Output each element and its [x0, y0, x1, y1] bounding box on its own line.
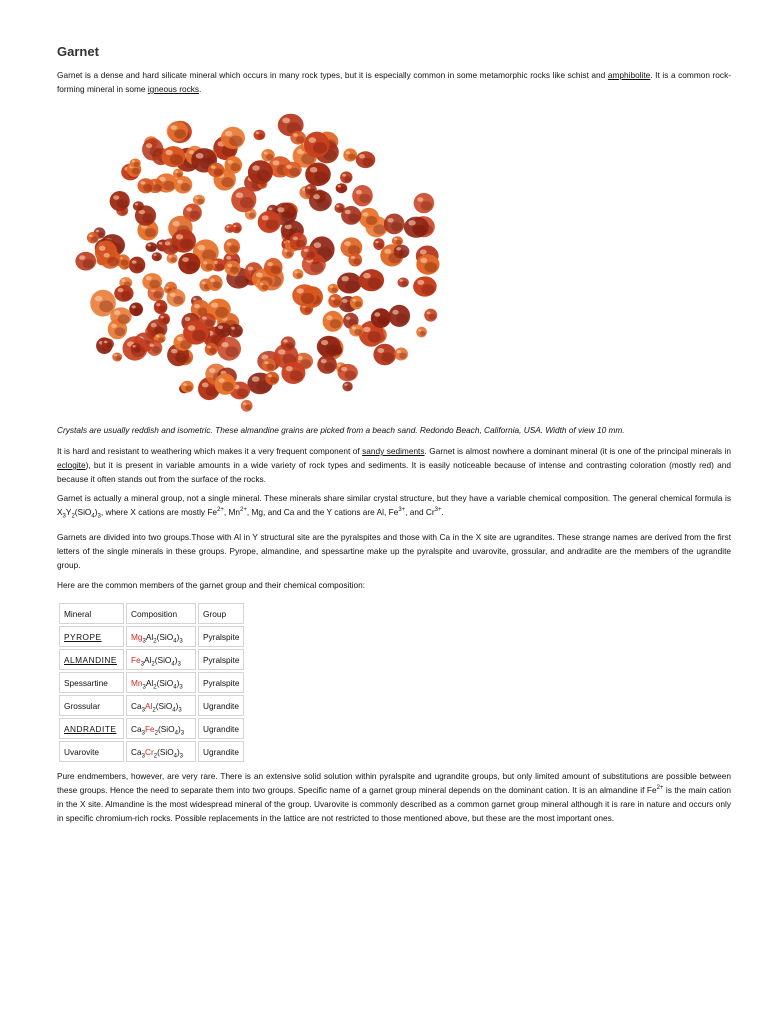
garnet-grain — [342, 382, 352, 392]
igneous-rocks-link[interactable]: igneous rocks — [147, 84, 200, 94]
subscript: 2 — [71, 513, 75, 520]
x-cation: Fe — [131, 654, 141, 665]
garnet-grain — [114, 285, 133, 302]
silicate: ) — [177, 746, 180, 757]
subscript: 4 — [172, 707, 176, 714]
endmembers-paragraph — [57, 769, 731, 825]
garnet-grain — [205, 343, 218, 356]
garnet-grain — [293, 269, 304, 279]
garnet-grain — [138, 178, 155, 193]
garnet-grain — [241, 400, 253, 412]
para-text: Pure endmembers, however, are very rare. There is an extensive solid solution within pyralspite and ugrandite groups, but only limited amount of substitutions are possible between these groups. Hence the need to separate them into two groups. Specific name of a garnet group mineral depends on the dominant cation. It is an almandine if Fe — [57, 771, 731, 795]
garnet-grain — [323, 311, 344, 332]
garnet-grain — [352, 185, 373, 206]
garnet-grain — [110, 191, 130, 211]
garnet-composition-table — [57, 601, 246, 764]
para-text: ) — [94, 507, 98, 517]
group-cell: Pyralspite — [198, 672, 244, 693]
garnet-grain — [281, 336, 296, 350]
garnet-grain — [262, 358, 276, 372]
silicate: (SiO — [155, 700, 173, 711]
garnet-grain — [100, 249, 121, 269]
garnet-grain — [174, 176, 192, 194]
garnet-grain — [304, 132, 330, 158]
superscript: 3+ — [434, 507, 442, 514]
garnet-grain — [112, 353, 122, 362]
garnet-grain — [413, 276, 437, 296]
subscript: 3 — [142, 684, 146, 691]
superscript: 2+ — [240, 507, 247, 514]
subscript: 3 — [177, 661, 181, 668]
subscript: 3 — [97, 513, 101, 520]
garnet-grain — [215, 373, 236, 394]
groups-paragraph: Garnets are divided into two groups.Those with Al in Y structural site are the pyralspites and those with Ca in the X site are ugrandites. These strange names are derived from the first letters of the single minerals in these groups. Pyrope, almandine, and spessartine make up the pyralspite and uvarovite, grossular, and andradite are the members of the ugrandite group. — [57, 532, 731, 570]
garnet-grain — [356, 151, 376, 168]
garnet-grain — [231, 223, 241, 234]
garnet-grain — [173, 169, 183, 179]
garnet-grain — [129, 257, 146, 274]
table-row-uvarovite — [59, 741, 244, 762]
andradite-link[interactable]: ANDRADITE — [64, 723, 117, 734]
garnet-grain — [181, 381, 194, 393]
header-composition: Composition — [126, 603, 196, 624]
subscript: 2 — [153, 753, 158, 760]
garnet-grain — [389, 305, 411, 327]
mineral-cell: Spessartine — [59, 672, 124, 693]
intro-paragraph — [57, 68, 731, 96]
y-cation: Al — [144, 700, 153, 711]
table-row-grossular — [59, 695, 244, 716]
para-text: , Mg, and Ca and the Y cations are Al, Fe — [246, 507, 399, 517]
intro-text: . — [199, 84, 202, 94]
pyrope-link[interactable]: PYROPE — [64, 631, 102, 642]
garnet-grain — [371, 308, 391, 328]
garnet-grain — [161, 146, 185, 167]
garnet-grain — [129, 303, 143, 317]
garnet-grain — [217, 337, 241, 361]
mineral-cell[interactable] — [59, 626, 124, 647]
garnet-grain — [183, 320, 209, 344]
mineral-group-paragraph — [57, 491, 731, 519]
garnet-grain — [305, 163, 331, 187]
garnet-grain — [336, 183, 348, 193]
garnet-grain — [87, 232, 99, 243]
garnet-grain — [349, 324, 363, 336]
silicate: ) — [177, 723, 181, 734]
mineral-cell: Uvarovite — [59, 741, 124, 762]
garnet-grain — [394, 245, 410, 259]
garnet-grain — [167, 253, 178, 263]
garnet-grain — [348, 253, 362, 266]
y-cation: Fe — [144, 723, 155, 734]
garnet-grain — [208, 163, 225, 177]
subscript: 3 — [179, 684, 183, 691]
garnet-grain — [265, 372, 279, 385]
x-cation: Ca — [131, 723, 142, 734]
superscript: 2+ — [217, 507, 224, 514]
garnet-grain — [162, 238, 180, 254]
subscript: 2 — [152, 707, 156, 714]
garnet-grain — [317, 355, 337, 374]
garnet-grain — [258, 280, 270, 291]
header-mineral: Mineral — [59, 603, 124, 624]
para-text: . Garnet is almost nowhere a dominant mineral (it is one of the principal minerals in — [424, 446, 731, 456]
garnet-grain — [337, 273, 362, 294]
subscript: 3 — [141, 753, 145, 760]
subscript: 4 — [173, 638, 177, 645]
subscript: 4 — [171, 661, 175, 668]
subscript: 4 — [91, 513, 95, 520]
garnet-grain — [154, 300, 168, 314]
garnet-grain — [424, 309, 437, 322]
garnet-grain — [338, 364, 358, 381]
group-cell: Ugrandite — [198, 718, 244, 739]
garnet-grain — [152, 252, 162, 261]
page-title: Garnet — [57, 44, 99, 59]
subscript: 3 — [140, 661, 145, 668]
composition-cell — [126, 626, 196, 647]
silicate: (SiO — [156, 631, 174, 642]
silicate: (SiO — [156, 677, 174, 688]
garnet-grain — [359, 208, 379, 228]
garnet-grain — [404, 217, 429, 238]
garnet-grain — [142, 273, 162, 290]
group-cell: Pyralspite — [198, 649, 244, 670]
group-cell: Pyralspite — [198, 626, 244, 647]
garnet-grain — [254, 130, 266, 140]
silicate: ) — [175, 700, 179, 711]
garnet-grain — [343, 148, 357, 161]
garnet-grain — [146, 242, 157, 252]
silicate: ) — [176, 677, 180, 688]
garnet-grain — [131, 343, 142, 353]
subscript: 2 — [153, 638, 157, 645]
para-text: is the main cation in the X site. Almandine is the most widespread mineral of the group. Uvarovite is commonly described as a common garnet group mineral although it is rare in nature and occurs only in specific chromium-rich rocks. Possible replacements in the lattice are not restricted to those mentioned above, but these are the most important ones. — [57, 785, 731, 823]
garnet-grain — [225, 156, 243, 174]
subscript: 3 — [178, 707, 182, 714]
garnet-grain — [341, 206, 361, 225]
garnet-grain — [261, 149, 274, 162]
header-group: Group — [198, 603, 244, 624]
subscript: 3 — [142, 638, 146, 645]
garnet-grain — [350, 296, 363, 310]
garnet-grain — [281, 362, 305, 384]
group-cell: Ugrandite — [198, 741, 244, 762]
silicate: (SiO — [154, 654, 172, 665]
eclogite-link[interactable]: eclogite — [57, 460, 86, 470]
composition-cell — [126, 695, 196, 716]
garnet-grain — [264, 258, 283, 277]
composition-cell — [126, 672, 196, 693]
subscript: 3 — [62, 513, 66, 520]
garnet-grain — [416, 254, 439, 275]
garnet-grain — [283, 162, 302, 178]
y-cation: Al — [145, 631, 154, 642]
subscript: 4 — [174, 730, 178, 737]
garnet-grain — [142, 138, 163, 160]
table-row-pyrope — [59, 626, 244, 647]
silicate: (SiO — [157, 723, 175, 734]
garnet-grain — [317, 336, 341, 358]
garnet-grain — [301, 246, 317, 261]
garnet-grain — [340, 171, 352, 183]
garnet-grain — [221, 127, 245, 149]
garnet-grain — [130, 159, 141, 168]
table-row-almandine — [59, 649, 244, 670]
para-text: Garnet is actually a mineral group, not a single mineral. These minerals share similar crystal structure, but they have a variable chemical composition. The general chemical formula is X — [57, 493, 731, 517]
garnet-grain — [384, 214, 405, 235]
subscript: 3 — [141, 707, 145, 714]
garnet-grain — [201, 259, 215, 272]
garnet-grain — [328, 294, 342, 308]
garnet-grain — [102, 338, 114, 349]
table-header-row — [59, 603, 244, 624]
garnet-grain — [248, 160, 273, 184]
garnet-grain — [414, 193, 435, 213]
intro-text: Garnet is a dense and hard silicate mineral which occurs in many rock types, but it is especially common in some metamorphic rocks like schist and — [57, 70, 608, 80]
hardness-paragraph — [57, 444, 731, 486]
subscript: 3 — [179, 638, 183, 645]
garnet-grain — [392, 236, 403, 246]
subscript: 4 — [173, 753, 178, 760]
garnet-grain — [90, 290, 116, 317]
subscript: 3 — [180, 730, 185, 737]
garnet-grain — [215, 323, 232, 338]
para-text: , where X cations are mostly Fe — [100, 507, 218, 517]
subscript: 4 — [173, 684, 177, 691]
subscript: 3 — [179, 753, 184, 760]
garnet-grain — [231, 187, 256, 212]
garnet-grain — [147, 340, 163, 356]
x-cation: Ca — [131, 746, 142, 757]
garnet-grain — [416, 327, 427, 338]
garnet-grain — [158, 313, 170, 325]
garnet-grain — [167, 121, 188, 141]
subscript: 2 — [151, 661, 155, 668]
garnet-grain — [258, 211, 281, 233]
x-cation: Mg — [131, 631, 143, 642]
garnet-grain — [373, 344, 396, 366]
superscript: 3+ — [398, 507, 406, 514]
para-text: It is hard and resistant to weathering which makes it a very frequent component of — [57, 446, 363, 456]
silicate: ) — [176, 631, 180, 642]
para-text: ), but it is present in variable amounts in a wide variety of rock types and sediments. It is easily noticeable because of intense and contrasting coloration (mostly red) and because it often stands out from the surface of the rocks. — [57, 460, 731, 484]
subscript: 2 — [153, 684, 157, 691]
garnet-grain — [290, 131, 306, 145]
x-cation: Mn — [131, 677, 143, 688]
photo-caption: Crystals are usually reddish and isometric. These almandine grains are picked from a beach sand. Redondo Beach, California, USA. Width of view 10 mm. — [57, 425, 625, 435]
intro-text: . It is a common rock-forming mineral in some — [57, 70, 731, 94]
garnet-grain — [133, 201, 144, 211]
garnet-grain — [292, 284, 317, 306]
y-cation: Al — [145, 677, 154, 688]
superscript: 2+ — [656, 785, 664, 792]
sandy-sediments-link[interactable]: sandy sediments — [362, 446, 425, 456]
garnet-grain — [75, 252, 96, 271]
subscript: 3 — [141, 730, 145, 737]
composition-cell — [126, 741, 196, 762]
para-text: , Mn — [223, 507, 241, 517]
group-cell: Ugrandite — [198, 695, 244, 716]
garnet-grain — [373, 238, 384, 250]
garnet-grain — [207, 275, 222, 291]
mineral-cell: Grossular — [59, 695, 124, 716]
para-text: . — [441, 507, 444, 517]
almandine-link[interactable]: ALMANDINE — [64, 654, 117, 665]
garnet-grain — [398, 278, 409, 288]
garnet-grain — [178, 253, 200, 274]
table-intro-paragraph: Here are the common members of the garnet group and their chemical composition: — [57, 580, 366, 590]
garnet-grains-image — [57, 104, 453, 418]
garnet-grain — [305, 184, 317, 196]
garnet-crystals-photo — [57, 104, 453, 418]
composition-cell — [126, 649, 196, 670]
subscript: 2 — [154, 730, 158, 737]
garnet-grain — [328, 284, 339, 294]
garnet-grain — [224, 239, 240, 256]
garnet-grain — [394, 348, 408, 361]
garnet-grain — [193, 195, 205, 205]
mineral-cell[interactable] — [59, 718, 124, 739]
garnet-grain — [359, 269, 384, 291]
silicate: ) — [174, 654, 178, 665]
amphibolite-link[interactable]: amphibolite — [607, 70, 651, 80]
para-text: , and Cr — [405, 507, 435, 517]
silicate: (SiO — [157, 746, 174, 757]
para-text: (SiO — [74, 507, 92, 517]
x-cation: Ca — [131, 700, 142, 711]
composition-cell — [126, 718, 196, 739]
para-text: Y — [65, 507, 72, 517]
y-cation: Cr — [144, 746, 154, 757]
garnet-grain — [167, 289, 186, 307]
table-row-spessartine — [59, 672, 244, 693]
mineral-cell[interactable] — [59, 649, 124, 670]
y-cation: Al — [144, 654, 152, 665]
garnet-grain — [225, 261, 241, 276]
table-row-andradite — [59, 718, 244, 739]
